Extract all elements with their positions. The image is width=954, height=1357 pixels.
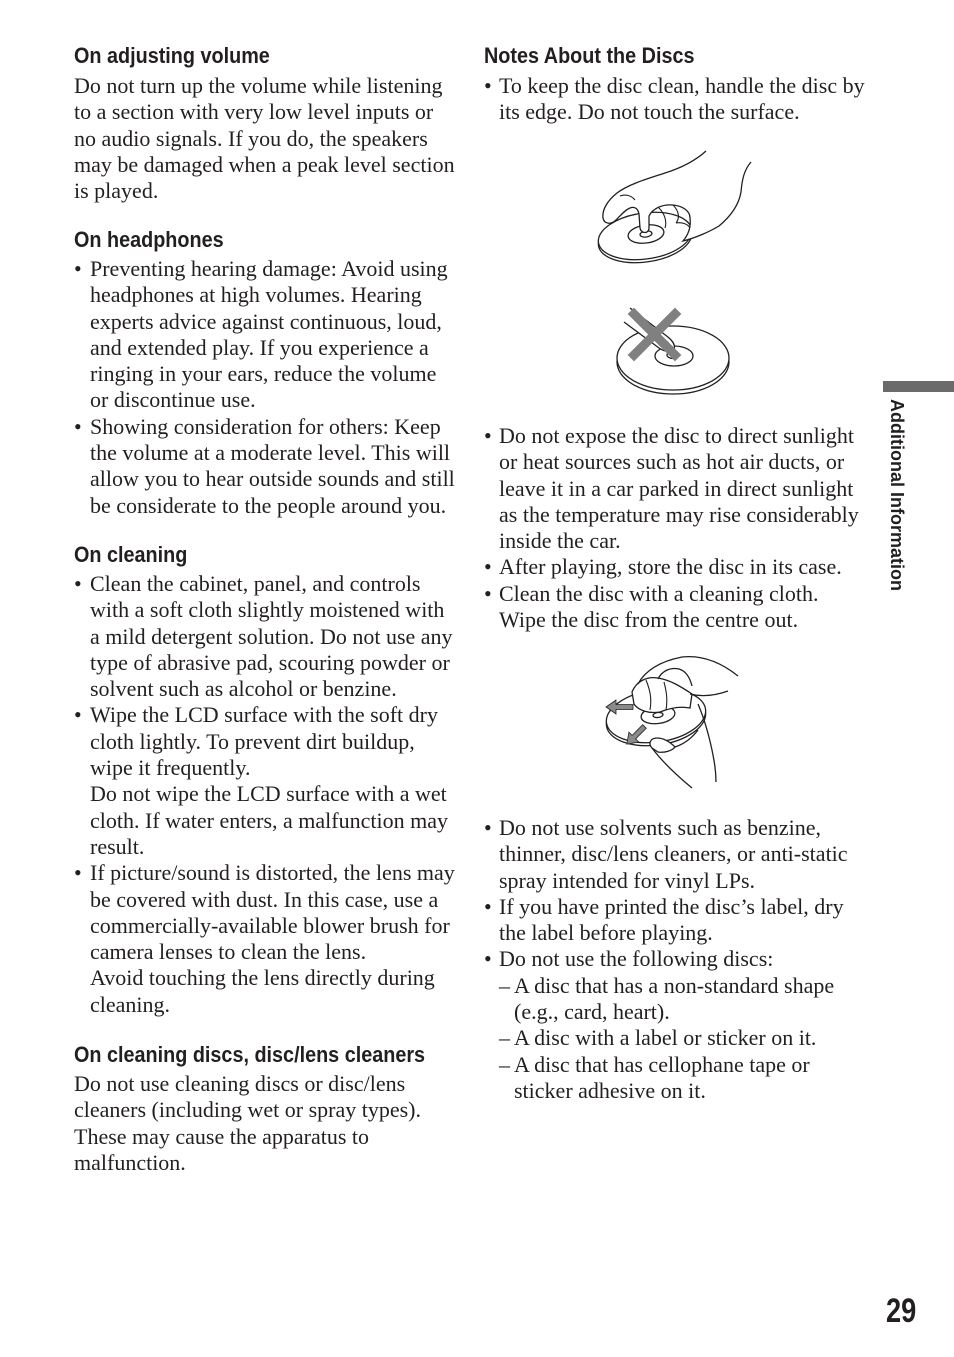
text-line: If picture/sound is distorted, the lens may xyxy=(90,860,455,886)
text-line: solvent such as alcohol or benzine. xyxy=(90,676,397,702)
text-line: or heat sources such as hot air ducts, or xyxy=(499,449,845,475)
text-line: A disc that has a non-standard shape xyxy=(514,972,835,998)
text-line: type of abrasive pad, scouring powder or xyxy=(90,649,450,675)
list-item xyxy=(484,894,879,947)
paragraph-cleaning-discs xyxy=(74,1071,469,1176)
dash-marker: – xyxy=(499,972,510,998)
page-number: 29 xyxy=(886,1292,917,1330)
text-line: After playing, store the disc in its case. xyxy=(499,554,842,580)
text-line: ringing in your ears, reduce the volume xyxy=(90,361,437,387)
text-line: may be damaged when a peak level section xyxy=(74,151,455,177)
text-line: sticker adhesive on it. xyxy=(514,1077,706,1103)
text-line: a mild detergent solution. Do not use any xyxy=(90,623,453,649)
text-line: commercially-available blower brush for xyxy=(90,912,450,938)
bullet-marker: • xyxy=(484,580,492,606)
text-line: no audio signals. If you do, the speakers xyxy=(74,125,428,151)
cleaning-cloth-icon xyxy=(632,678,692,713)
text-line: thinner, disc/lens cleaners, or anti-static xyxy=(499,841,848,867)
text-line: be covered with dust. In this case, use a xyxy=(90,886,439,912)
text-line: Do not use solvents such as benzine, xyxy=(499,815,821,840)
disc-notes-list-top xyxy=(484,73,879,126)
text-line: is played. xyxy=(74,178,159,204)
paragraph-adjusting-volume xyxy=(74,73,469,204)
section-heading-cleaning-discs xyxy=(74,1042,469,1068)
text-line: its edge. Do not touch the surface. xyxy=(499,99,800,125)
wipe-disc-centre-out-illustration xyxy=(600,652,742,790)
bullet-marker: • xyxy=(74,702,82,728)
text-line: Wipe the LCD surface with the soft dry xyxy=(90,702,438,728)
bullet-marker: • xyxy=(484,946,492,972)
disc-notes-list-middle xyxy=(484,423,879,633)
text-line: Preventing hearing damage: Avoid using xyxy=(90,256,448,281)
text-line: A disc with a label or sticker on it. xyxy=(514,1025,817,1051)
text-line: camera lenses to clean the lens. xyxy=(90,939,367,965)
text-line: with a soft cloth slightly moistened with xyxy=(90,597,445,623)
heading-text: Notes About the Discs xyxy=(484,43,695,68)
list-item xyxy=(74,571,469,702)
bullet-marker: • xyxy=(484,73,492,98)
text-line: Do not use cleaning discs or disc/lens xyxy=(74,1071,406,1096)
bullet-marker: • xyxy=(484,815,492,840)
sub-list-item xyxy=(499,1052,879,1105)
text-line: cloth lightly. To prevent dirt buildup, xyxy=(90,728,415,754)
do-not-touch-disc-surface-illustration xyxy=(614,306,734,400)
side-tab-bar xyxy=(883,381,954,392)
bullet-marker: • xyxy=(74,413,82,439)
section-heading-adjusting-volume xyxy=(74,43,469,69)
section-heading-notes-about-discs xyxy=(484,43,879,69)
text-line: A disc that has cellophane tape or xyxy=(514,1051,810,1077)
bullet-marker: • xyxy=(484,554,492,580)
heading-text: On adjusting volume xyxy=(74,43,270,68)
cleaning-list xyxy=(74,571,469,1018)
text-line: the volume at a moderate level. This will xyxy=(90,440,451,466)
list-item xyxy=(484,581,879,634)
text-line: spray intended for vinyl LPs. xyxy=(499,867,756,893)
text-line: Showing consideration for others: Keep xyxy=(90,413,441,439)
bullet-marker: • xyxy=(74,571,82,596)
text-line: These may cause the apparatus to xyxy=(74,1123,370,1149)
bullet-marker: • xyxy=(484,423,492,448)
note-line: cloth. If water enters, a malfunction may xyxy=(90,807,448,833)
text-line: as the temperature may rise considerably xyxy=(499,501,859,527)
text-line: or discontinue use. xyxy=(90,387,256,413)
section-heading-headphones xyxy=(74,227,469,253)
text-line: Do not use the following discs: xyxy=(499,946,774,972)
note-line: result. xyxy=(90,833,145,859)
list-item xyxy=(74,860,469,1018)
text-line: wipe it frequently. xyxy=(90,755,251,781)
text-line: and extended play. If you experience a xyxy=(90,334,429,360)
dash-marker: – xyxy=(499,1025,510,1051)
text-line: Do not turn up the volume while listening xyxy=(74,73,443,98)
list-item xyxy=(74,702,469,860)
sub-list-item xyxy=(499,1025,879,1051)
text-line: leave it in a car parked in direct sunlight xyxy=(499,475,854,501)
sub-list-item xyxy=(499,973,879,1026)
text-line: Do not expose the disc to direct sunlight xyxy=(499,423,854,448)
bullet-marker: • xyxy=(74,256,82,281)
disc-notes-list-bottom xyxy=(484,815,879,1104)
list-item xyxy=(484,554,879,580)
text-line: to a section with very low level inputs or xyxy=(74,99,434,125)
text-line: experts advice against continuous, loud, xyxy=(90,308,442,334)
dash-marker: – xyxy=(499,1051,510,1077)
text-line: cleaners (including wet or spray types). xyxy=(74,1097,421,1123)
note-line: cleaning. xyxy=(90,991,171,1017)
text-line: Clean the cabinet, panel, and controls xyxy=(90,571,421,596)
text-line: To keep the disc clean, handle the disc by xyxy=(499,73,865,98)
text-line: headphones at high volumes. Hearing xyxy=(90,282,422,308)
text-line: inside the car. xyxy=(499,528,621,554)
list-item xyxy=(484,73,879,126)
text-line: Wipe the disc from the centre out. xyxy=(499,607,799,633)
text-line: malfunction. xyxy=(74,1149,186,1175)
side-tab-label: Additional Information xyxy=(887,399,907,591)
text-line: Clean the disc with a cleaning cloth. xyxy=(499,580,819,606)
list-item xyxy=(484,815,879,894)
list-item xyxy=(484,946,879,1104)
headphones-list xyxy=(74,256,469,519)
text-line: (e.g., card, heart). xyxy=(514,999,670,1025)
handle-disc-by-edge-illustration xyxy=(595,148,755,266)
heading-text: On cleaning discs, disc/lens cleaners xyxy=(74,1042,426,1067)
heading-text: On headphones xyxy=(74,227,224,252)
list-item xyxy=(74,256,469,414)
note-line: Avoid touching the lens directly during xyxy=(90,965,435,991)
list-item xyxy=(484,423,879,554)
section-heading-cleaning xyxy=(74,542,469,568)
bullet-marker: • xyxy=(74,860,82,886)
text-line: the label before playing. xyxy=(499,920,713,946)
text-line: be considerate to the people around you. xyxy=(90,492,447,518)
note-line: Do not wipe the LCD surface with a wet xyxy=(90,781,447,807)
text-line: allow you to hear outside sounds and still xyxy=(90,466,455,492)
bullet-marker: • xyxy=(484,893,492,919)
text-line: If you have printed the disc’s label, dry xyxy=(499,893,844,919)
list-item xyxy=(74,414,469,519)
heading-text: On cleaning xyxy=(74,542,188,567)
